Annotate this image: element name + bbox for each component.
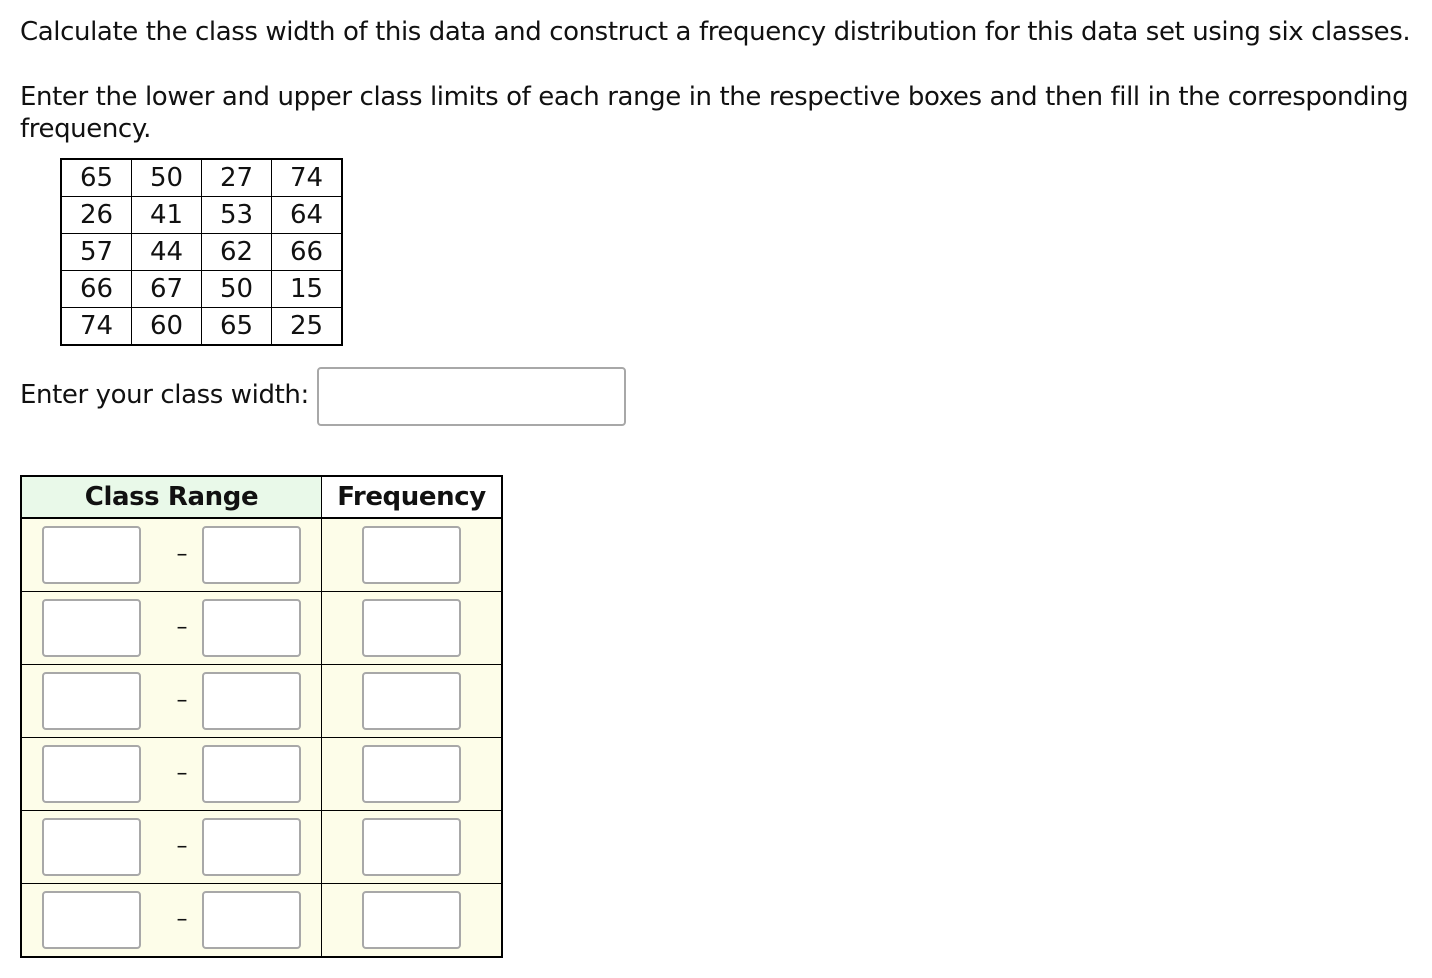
data-cell: 66 <box>61 271 132 308</box>
class-range-cell <box>21 884 322 958</box>
frequency-input[interactable] <box>362 672 461 730</box>
data-cell: 25 <box>272 308 343 346</box>
class-range-cell <box>21 738 322 811</box>
range-separator: – <box>176 542 188 567</box>
class-width-label: Enter your class width: <box>20 380 309 410</box>
frequency-cell <box>322 518 503 592</box>
data-cell: 62 <box>202 234 272 271</box>
lower-limit-input[interactable] <box>42 599 141 657</box>
class-row <box>21 811 502 884</box>
frequency-header: Frequency <box>322 476 503 518</box>
range-separator: – <box>176 834 188 859</box>
class-range-header: Class Range <box>21 476 322 518</box>
range-separator: – <box>176 761 188 786</box>
class-row <box>21 518 502 592</box>
range-separator: – <box>176 615 188 640</box>
upper-limit-input[interactable] <box>202 526 301 584</box>
class-range-cell <box>21 665 322 738</box>
data-set-table <box>60 158 343 346</box>
data-cell: 64 <box>272 197 343 234</box>
data-row <box>61 197 342 234</box>
class-range-cell <box>21 811 322 884</box>
data-cell: 50 <box>202 271 272 308</box>
frequency-cell <box>322 738 503 811</box>
class-row <box>21 738 502 811</box>
data-cell: 66 <box>272 234 343 271</box>
frequency-cell <box>322 665 503 738</box>
data-cell: 67 <box>132 271 202 308</box>
frequency-input[interactable] <box>362 818 461 876</box>
data-row <box>61 271 342 308</box>
frequency-input[interactable] <box>362 599 461 657</box>
class-row <box>21 884 502 958</box>
data-cell: 74 <box>272 159 343 197</box>
frequency-input[interactable] <box>362 526 461 584</box>
data-cell: 27 <box>202 159 272 197</box>
lower-limit-input[interactable] <box>42 672 141 730</box>
upper-limit-input[interactable] <box>202 599 301 657</box>
range-separator: – <box>176 907 188 932</box>
data-cell: 60 <box>132 308 202 346</box>
upper-limit-input[interactable] <box>202 672 301 730</box>
frequency-cell <box>322 592 503 665</box>
data-cell: 15 <box>272 271 343 308</box>
class-range-cell <box>21 518 322 592</box>
frequency-distribution-table <box>20 475 503 958</box>
data-cell: 53 <box>202 197 272 234</box>
lower-limit-input[interactable] <box>42 745 141 803</box>
instruction-text-2: Enter the lower and upper class limits of each range in the respective boxes and then fill in the corresponding <box>20 82 1409 112</box>
class-row <box>21 665 502 738</box>
data-cell: 65 <box>61 159 132 197</box>
data-row <box>61 308 342 346</box>
data-cell: 44 <box>132 234 202 271</box>
data-row <box>61 159 342 197</box>
data-row <box>61 234 342 271</box>
instruction-text-3: frequency. <box>20 114 151 144</box>
upper-limit-input[interactable] <box>202 745 301 803</box>
data-cell: 50 <box>132 159 202 197</box>
lower-limit-input[interactable] <box>42 526 141 584</box>
frequency-input[interactable] <box>362 745 461 803</box>
data-cell: 41 <box>132 197 202 234</box>
data-cell: 65 <box>202 308 272 346</box>
class-row <box>21 592 502 665</box>
data-cell: 57 <box>61 234 132 271</box>
lower-limit-input[interactable] <box>42 818 141 876</box>
lower-limit-input[interactable] <box>42 891 141 949</box>
data-cell: 26 <box>61 197 132 234</box>
frequency-cell <box>322 884 503 958</box>
frequency-input[interactable] <box>362 891 461 949</box>
upper-limit-input[interactable] <box>202 891 301 949</box>
class-range-cell <box>21 592 322 665</box>
data-cell: 74 <box>61 308 132 346</box>
class-width-input[interactable] <box>317 367 626 426</box>
upper-limit-input[interactable] <box>202 818 301 876</box>
frequency-cell <box>322 811 503 884</box>
range-separator: – <box>176 688 188 713</box>
instruction-text-1: Calculate the class width of this data and construct a frequency distribution for this data set using six classes. <box>20 17 1411 47</box>
